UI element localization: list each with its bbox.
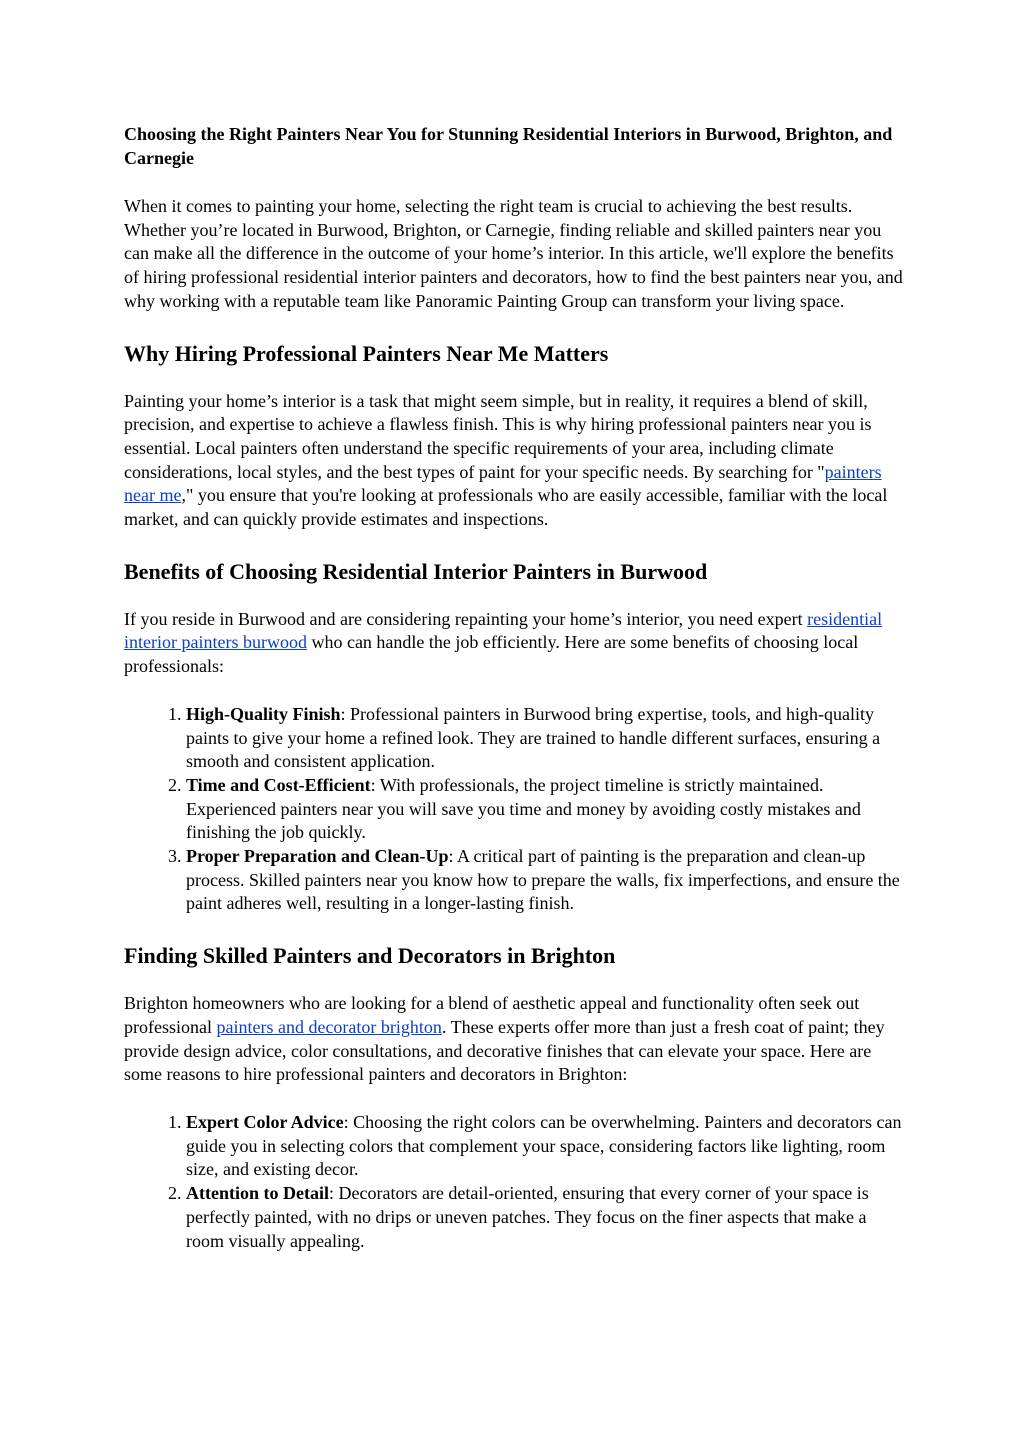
heading-why-hiring: Why Hiring Professional Painters Near Me Matters	[124, 340, 609, 366]
list-item	[186, 1111, 904, 1182]
list-item-term: Expert Color Advice	[186, 1111, 344, 1132]
paragraph-brighton	[124, 992, 904, 1087]
paragraph-text: If you reside in Burwood and are considering repainting your home’s interior, you need expert	[124, 608, 808, 629]
list-item	[186, 703, 904, 774]
document-page	[124, 122, 904, 1253]
paragraph-text: Painting your home’s interior is a task that might seem simple, but in reality, it requires a blend of skill, precision, and expertise to achieve a flawless finish. This is why hiring professional painters near you is essential. Local painters often understand the specific requirements of your area, including climate considerations, local styles, and the best types of paint for your specific needs. By searching for "	[124, 390, 872, 482]
link-residential-interior-painters-burwood[interactable]: residential interior painters burwood	[124, 608, 883, 653]
list-item-term: Proper Preparation and Clean-Up	[186, 846, 449, 867]
list-item-term: High-Quality Finish	[186, 703, 341, 724]
paragraph-text: who can handle the job efficiently. Here are some benefits of choosing local professionals:	[124, 632, 859, 677]
link-painters-and-decorator-brighton[interactable]: painters and decorator brighton	[216, 1016, 442, 1037]
paragraph-text: . These experts offer more than just a fresh coat of paint; they provide design advice, color consultations, and decorative finishes that can elevate your space. Here are some reasons to hire professional painters and decorators in Brighton:	[124, 1016, 885, 1085]
list-item	[186, 845, 904, 916]
burwood-benefits-list	[124, 703, 904, 916]
brighton-reasons-list	[124, 1111, 904, 1253]
heading-brighton-decorators: Finding Skilled Painters and Decorators in Brighton	[124, 943, 616, 969]
paragraph-text: Brighton homeowners who are looking for a blend of aesthetic appeal and functionality often seek out professional	[124, 993, 860, 1037]
paragraph-why-hiring	[124, 390, 904, 532]
list-item	[186, 1182, 904, 1253]
list-item-term: Attention to Detail	[186, 1183, 329, 1204]
link-painters-near-me[interactable]: painters near me	[124, 461, 882, 506]
intro-paragraph: When it comes to painting your home, selecting the right team is crucial to achieving the best results. Whether you’re located in Burwood, Brighton, or Carnegie, finding reliable and skilled painters near you can make all the difference in the outcome of your home’s interior. In this article, we'll explore the benefits of hiring professional residential interior painters and decorators, how to find the best painters near you, and why working with a reputable team like Panoramic Painting Group can transform your living space.	[124, 196, 903, 311]
list-item-text: : Professional painters in Burwood bring expertise, tools, and high-quality paints to give your home a refined look. They are trained to handle different surfaces, ensuring a smooth and consistent application.	[186, 703, 881, 772]
document-title: Choosing the Right Painters Near You for Stunning Residential Interiors in Burwood, Brighton, and Carnegie	[124, 124, 893, 168]
list-item	[186, 774, 904, 845]
list-item-text: : Decorators are detail-oriented, ensuring that every corner of your space is perfectly painted, with no drips or uneven patches. They focus on the finer aspects that make a room visually appealing.	[186, 1183, 869, 1251]
paragraph-text: ," you ensure that you're looking at professionals who are easily accessible, familiar with the local market, and can quickly provide estimates and inspections.	[124, 485, 888, 530]
list-item-text: : With professionals, the project timeline is strictly maintained. Experienced painters near you will save you time and money by avoiding costly mistakes and finishing the job quickly.	[186, 774, 861, 843]
list-item-term: Time and Cost-Efficient	[186, 774, 371, 795]
list-item-text: : A critical part of painting is the preparation and clean-up process. Skilled painters near you know how to prepare the walls, fix imperfections, and ensure the paint adheres well, resulting in a longer-lasting finish.	[186, 846, 900, 914]
heading-burwood-benefits: Benefits of Choosing Residential Interior Painters in Burwood	[124, 558, 708, 584]
list-item-text: : Choosing the right colors can be overwhelming. Painters and decorators can guide you in selecting colors that complement your space, considering factors like lighting, room size, and existing decor.	[186, 1111, 902, 1180]
paragraph-burwood	[124, 608, 904, 679]
